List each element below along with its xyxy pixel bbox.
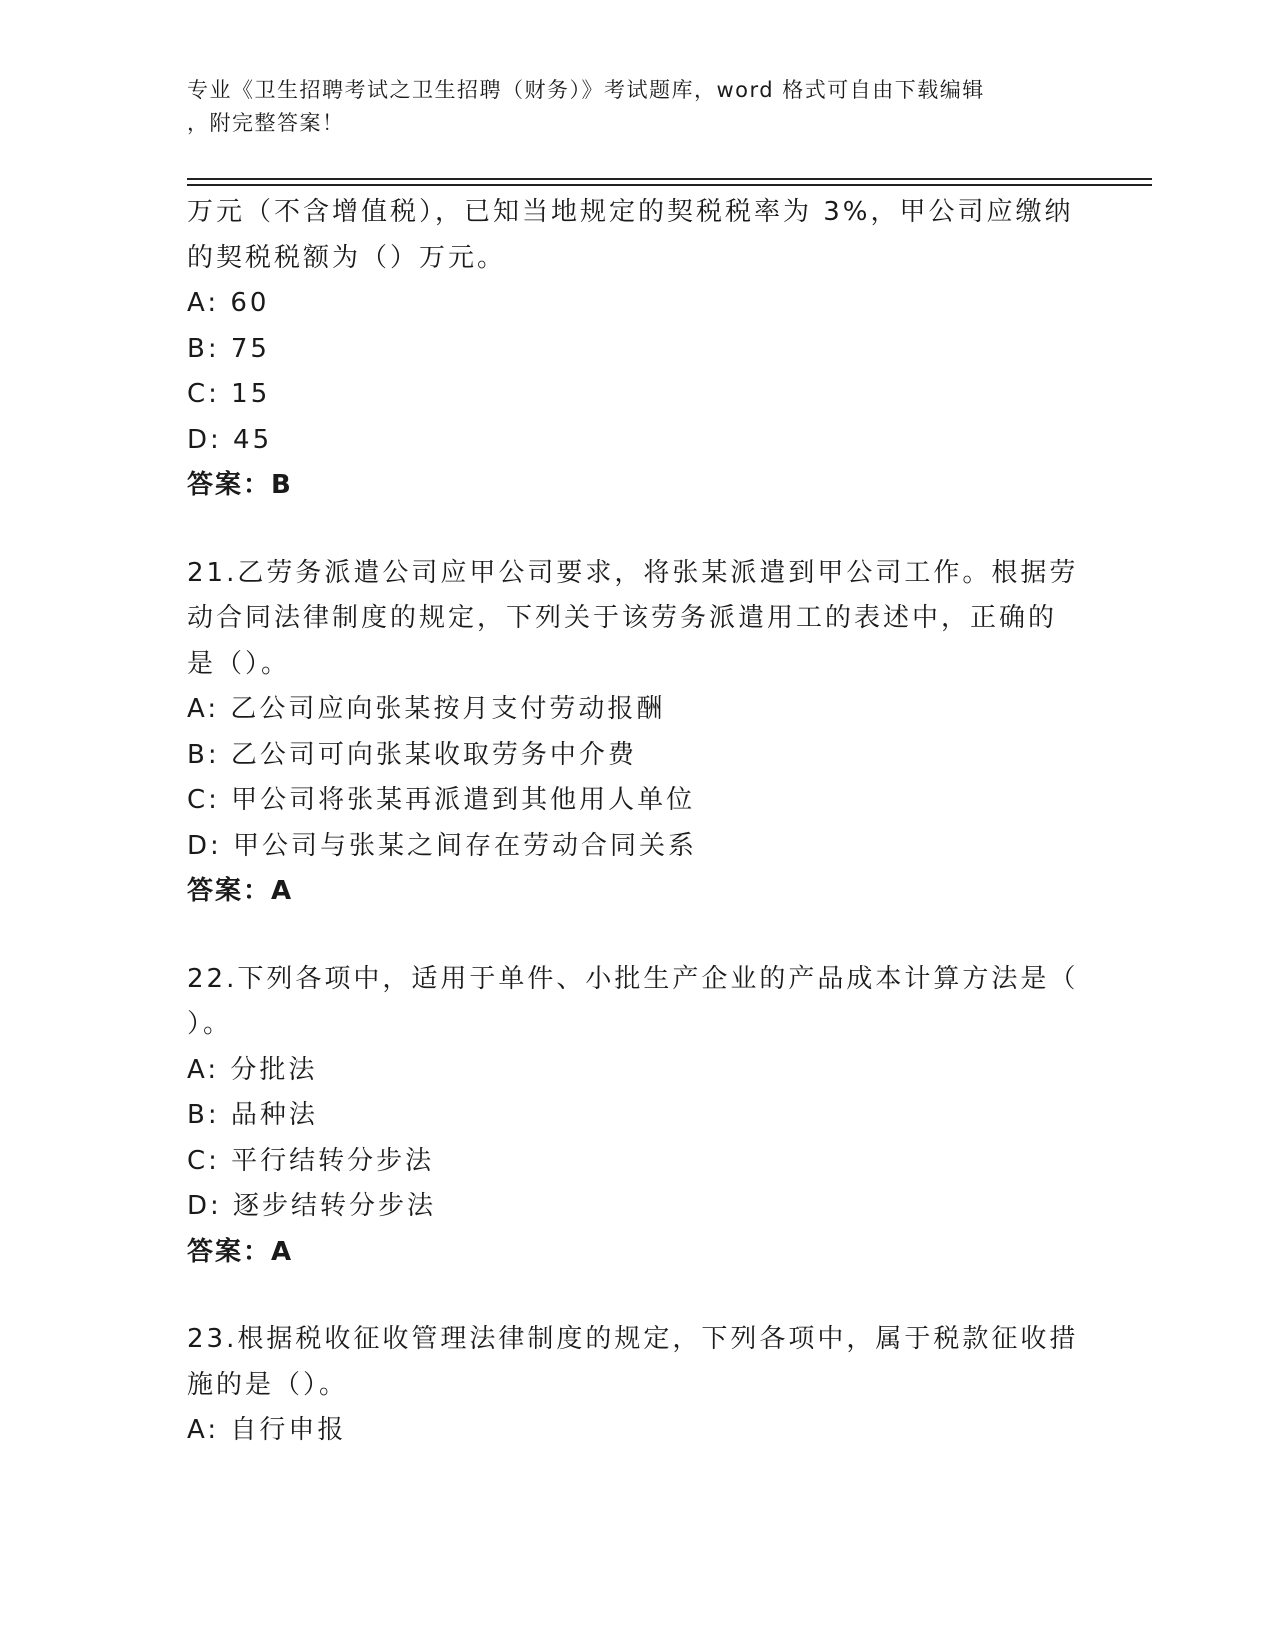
header-line-2: ，附完整答案！ xyxy=(187,111,345,135)
header-divider-top xyxy=(187,178,1152,180)
option-c: C: 平行结转分步法 xyxy=(187,1145,435,1176)
question-stem-line: 22.下列各项中，适用于单件、小批生产企业的产品成本计算方法是（ xyxy=(187,963,1079,994)
header-line-1: 专业《卫生招聘考试之卫生招聘（财务）》考试题库，word 格式可自由下载编辑 xyxy=(187,78,985,102)
question-21 xyxy=(187,551,1087,915)
option-a: A: 自行申报 xyxy=(187,1415,347,1445)
question-spacer xyxy=(187,509,1087,551)
option-d: D: 45 xyxy=(187,424,273,455)
option-c: C: 甲公司将张某再派遣到其他用人单位 xyxy=(187,785,696,815)
question-stem-line: 动合同法律制度的规定，下列关于该劳务派遣用工的表述中，正确的 xyxy=(187,603,1058,633)
document-body xyxy=(187,190,1087,1454)
option-d: D: 甲公司与张某之间存在劳动合同关系 xyxy=(187,830,698,861)
option-b: B: 75 xyxy=(187,333,270,364)
option-b: B: 品种法 xyxy=(187,1100,318,1130)
option-a: A: 60 xyxy=(187,288,270,318)
question-stem-line: 是（）。 xyxy=(187,648,291,679)
question-stem-line: 施的是（）。 xyxy=(187,1369,349,1400)
answer-line: 答案：B xyxy=(187,470,293,500)
option-a: A: 分批法 xyxy=(187,1054,318,1085)
question-22 xyxy=(187,957,1087,1276)
answer-line: 答案：A xyxy=(187,876,294,906)
option-c: C: 15 xyxy=(187,379,271,409)
answer-line: 答案：A xyxy=(187,1236,294,1267)
option-b: B: 乙公司可向张某收取劳务中介费 xyxy=(187,739,637,770)
question-stem-line: ）。 xyxy=(187,1009,233,1039)
option-a: A: 乙公司应向张某按月支付劳动报酬 xyxy=(187,694,666,724)
question-stem-line: 的契税税额为（）万元。 xyxy=(187,242,507,273)
question-23 xyxy=(187,1317,1087,1454)
document-header xyxy=(187,74,1067,140)
question-20 xyxy=(187,190,1087,509)
question-spacer xyxy=(187,1275,1087,1317)
question-stem-line: 21.乙劳务派遣公司应甲公司要求，将张某派遣到甲公司工作。根据劳 xyxy=(187,557,1079,588)
header-divider-bottom xyxy=(187,184,1152,186)
question-spacer xyxy=(187,915,1087,957)
question-stem-line: 万元（不含增值税），已知当地规定的契税税率为 3%，甲公司应缴纳 xyxy=(187,197,1074,227)
option-d: D: 逐步结转分步法 xyxy=(187,1191,437,1221)
question-stem-line: 23.根据税收征收管理法律制度的规定，下列各项中，属于税款征收措 xyxy=(187,1324,1079,1354)
